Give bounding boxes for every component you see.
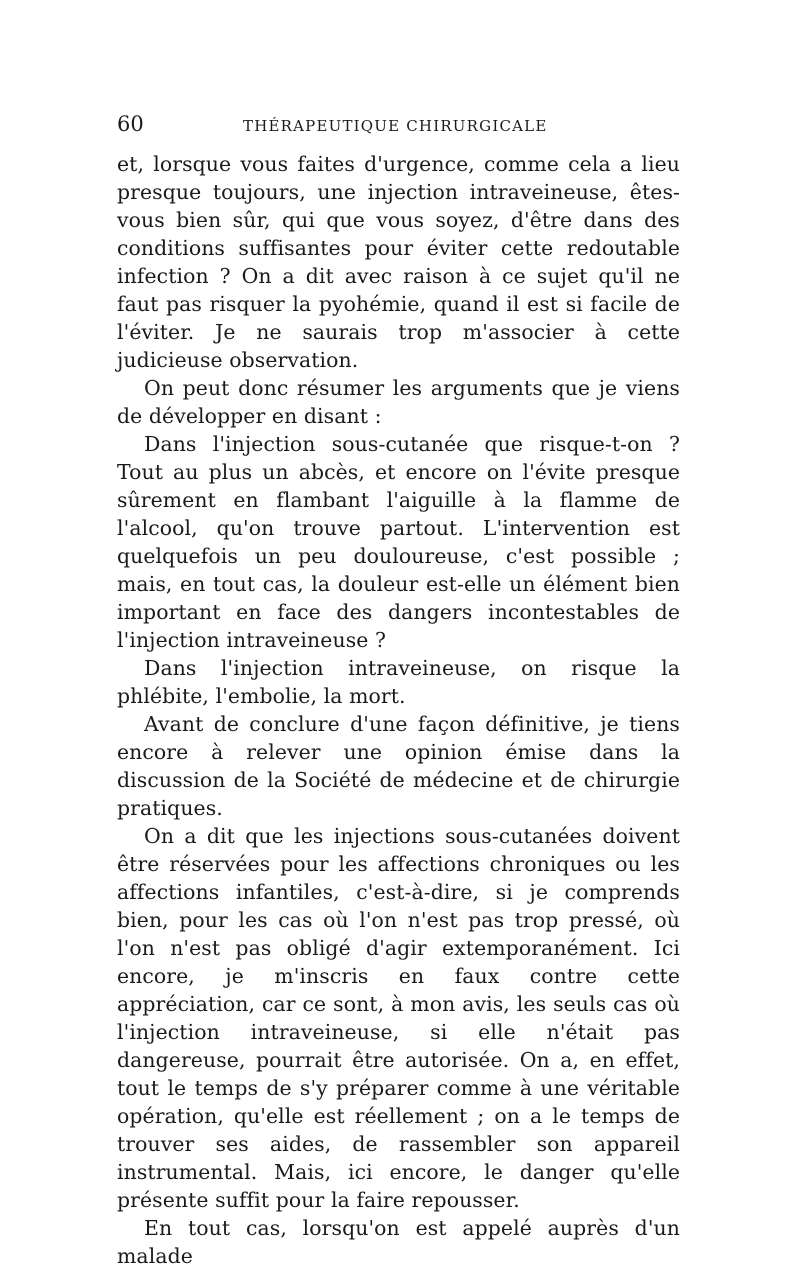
paragraph-final-line: En tout cas, lorsqu'on est appelé auprès d'un malade [117,1216,680,1268]
page-header [117,112,680,142]
body-text [117,150,680,1270]
paragraph-before-concluding: Avant de conclure d'une façon définitive, je tiens encore à relever une opinion émise dans la discussion de la Société de médecine et de chirurgie pratiques. [117,712,680,820]
running-title: THÉRAPEUTIQUE CHIRURGICALE [243,117,548,135]
paragraph-continuation: et, lorsque vous faites d'urgence, comme cela a lieu presque toujours, une injection intraveineuse, êtes-vous bien sûr, qui que vous soyez, d'être dans des conditions suffisantes pour éviter cette redoutable infection ? On a dit avec raison à ce sujet qu'il ne faut pas risquer la pyohémie, quand il est si facile de l'éviter. Je ne saurais trop m'associer à cette judicieuse observation. [117,152,680,372]
paragraph-subcutaneous: Dans l'injection sous-cutanée que risque-t-on ? Tout au plus un abcès, et encore on l'évite presque sûrement en flambant l'aiguille à la flamme de l'alcool, qu'on trouve partout. L'intervention est quelquefois un peu douloureuse, c'est possible ; mais, en tout cas, la douleur est-elle un élément bien important en face des dangers incontestables de l'injection intraveineuse ? [117,432,680,652]
paragraph-reserved-injections: On a dit que les injections sous-cutanées doivent être réservées pour les affections chroniques ou les affections infantiles, c'est-à-dire, si je comprends bien, pour les cas où l'on n'est pas trop pressé, où l'on n'est pas obligé d'agir extemporanément. Ici encore, je m'inscris en faux contre cette appréciation, car ce sont, à mon avis, les seuls cas où l'injection intraveineuse, si elle n'était pas dangereuse, pourrait être autorisée. On a, en effet, tout le temps de s'y préparer comme à une véritable opération, qu'elle est réellement ; on a le temps de trouver ses aides, de rassembler son appareil instrumental. Mais, ici encore, le danger qu'elle présente suffit pour la faire repousser. [117,824,680,1212]
paragraph-summary-intro: On peut donc résumer les arguments que je viens de développer en disant : [117,376,680,428]
book-page [117,112,680,1270]
page-number: 60 [117,112,144,136]
paragraph-intravenous-risks: Dans l'injection intraveineuse, on risque la phlébite, l'embolie, la mort. [117,656,680,708]
